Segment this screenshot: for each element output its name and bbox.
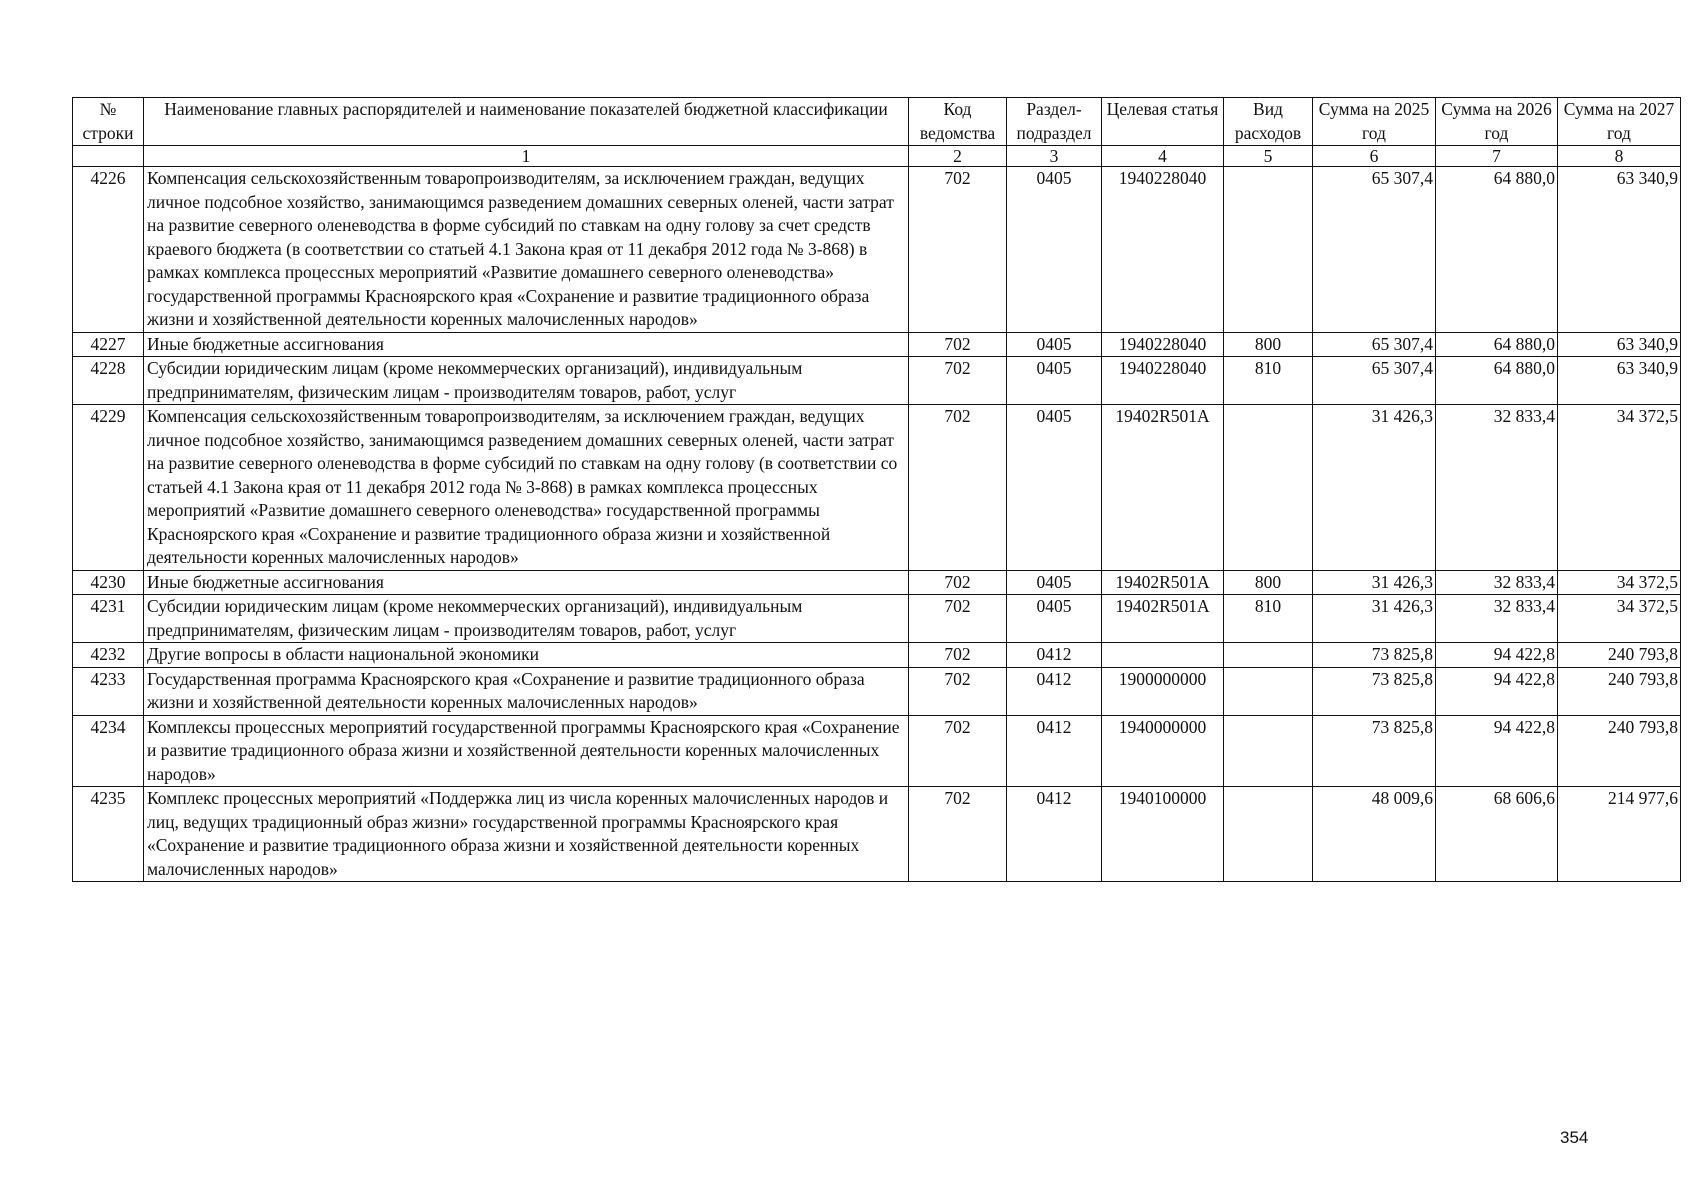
header-sum-2026: Сумма на 2026 год [1436,98,1558,146]
row-number: 4233 [73,667,144,715]
row-target-article: 19402R501A [1102,405,1224,571]
row-target-article: 1940228040 [1102,332,1224,357]
row-dept-code: 702 [909,357,1007,405]
row-expense-kind: 810 [1224,357,1313,405]
row-sum-2025: 48 009,6 [1313,787,1436,882]
table-row [73,715,1681,787]
row-sum-2026: 94 422,8 [1436,667,1558,715]
table-row [73,643,1681,668]
row-name: Государственная программа Красноярского края «Сохранение и развитие традиционного образа жизни и хозяйственной деятельности коренных малочисленных народов» [144,667,909,715]
row-number: 4226 [73,167,144,333]
row-target-article [1102,643,1224,668]
column-number [73,146,144,167]
budget-table [72,97,1681,882]
row-number: 4229 [73,405,144,571]
row-sum-2025: 73 825,8 [1313,643,1436,668]
table-header [73,98,1681,167]
row-sum-2027: 63 340,9 [1558,332,1681,357]
header-row [73,98,1681,146]
table-row [73,167,1681,333]
row-sum-2027: 214 977,6 [1558,787,1681,882]
row-sum-2027: 34 372,5 [1558,570,1681,595]
header-sum-2027: Сумма на 2027 год [1558,98,1681,146]
row-section: 0412 [1007,667,1102,715]
row-number: 4232 [73,643,144,668]
row-target-article: 1940000000 [1102,715,1224,787]
column-number: 4 [1102,146,1224,167]
row-sum-2027: 34 372,5 [1558,405,1681,571]
row-dept-code: 702 [909,570,1007,595]
row-number: 4231 [73,595,144,643]
row-sum-2026: 64 880,0 [1436,167,1558,333]
row-expense-kind: 800 [1224,332,1313,357]
row-sum-2025: 73 825,8 [1313,715,1436,787]
row-dept-code: 702 [909,332,1007,357]
row-expense-kind [1224,405,1313,571]
header-dept-code: Код ведомства [909,98,1007,146]
row-number: 4235 [73,787,144,882]
row-name: Компенсация сельскохозяйственным товаропроизводителям, за исключением граждан, ведущих личное подсобное хозяйство, занимающимся разведением домашних северных оленей, части затрат на развитие северного оленеводства в форме субсидий по ставкам на одну голову за счет средств краевого бюджета (в соответствии со статьей 4.1 Закона края от 11 декабря 2012 года № 3-868) в рамках комплекса процессных мероприятий «Развитие домашнего северного оленеводства» государственной программы Красноярского края «Сохранение и развитие традиционного образа жизни и хозяйственной деятельности коренных малочисленных народов» [144,167,909,333]
column-number: 2 [909,146,1007,167]
row-name: Другие вопросы в области национальной экономики [144,643,909,668]
row-target-article: 19402R501A [1102,595,1224,643]
row-sum-2027: 240 793,8 [1558,643,1681,668]
row-sum-2025: 73 825,8 [1313,667,1436,715]
column-number: 1 [144,146,909,167]
row-section: 0412 [1007,643,1102,668]
page-number: 354 [1560,1128,1589,1147]
header-target-article: Целевая статья [1102,98,1224,146]
row-section: 0412 [1007,715,1102,787]
row-dept-code: 702 [909,405,1007,571]
row-expense-kind [1224,667,1313,715]
table-row [73,595,1681,643]
row-sum-2026: 94 422,8 [1436,643,1558,668]
row-section: 0405 [1007,405,1102,571]
row-section: 0405 [1007,332,1102,357]
row-dept-code: 702 [909,167,1007,333]
table-row [73,667,1681,715]
row-number: 4227 [73,332,144,357]
row-sum-2026: 94 422,8 [1436,715,1558,787]
column-number: 7 [1436,146,1558,167]
row-sum-2027: 240 793,8 [1558,667,1681,715]
row-number: 4230 [73,570,144,595]
column-number: 3 [1007,146,1102,167]
row-expense-kind [1224,787,1313,882]
row-name: Комплекс процессных мероприятий «Поддержка лиц из числа коренных малочисленных народов и лиц, ведущих традиционный образ жизни» государственной программы Красноярского края «Сохранение и развитие традиционного образа жизни и хозяйственной деятельности коренных малочисленных народов» [144,787,909,882]
row-expense-kind [1224,715,1313,787]
row-sum-2026: 32 833,4 [1436,595,1558,643]
row-name: Субсидии юридическим лицам (кроме некоммерческих организаций), индивидуальным предпринимателям, физическим лицам - производителям товаров, работ, услуг [144,357,909,405]
row-name: Субсидии юридическим лицам (кроме некоммерческих организаций), индивидуальным предпринимателям, физическим лицам - производителям товаров, работ, услуг [144,595,909,643]
header-name: Наименование главных распорядителей и наименование показателей бюджетной классификации [144,98,909,146]
row-expense-kind [1224,643,1313,668]
row-name: Комплексы процессных мероприятий государственной программы Красноярского края «Сохранение и развитие традиционного образа жизни и хозяйственной деятельности коренных малочисленных народов» [144,715,909,787]
row-sum-2027: 240 793,8 [1558,715,1681,787]
header-row-number: № строки [73,98,144,146]
row-sum-2025: 31 426,3 [1313,595,1436,643]
row-name: Иные бюджетные ассигнования [144,570,909,595]
table-row [73,570,1681,595]
header-section: Раздел-подраздел [1007,98,1102,146]
table-row [73,787,1681,882]
row-section: 0405 [1007,595,1102,643]
row-sum-2026: 32 833,4 [1436,570,1558,595]
row-dept-code: 702 [909,667,1007,715]
row-expense-kind: 800 [1224,570,1313,595]
row-sum-2025: 65 307,4 [1313,167,1436,333]
row-dept-code: 702 [909,787,1007,882]
row-sum-2026: 64 880,0 [1436,332,1558,357]
table-row [73,332,1681,357]
column-number: 8 [1558,146,1681,167]
row-section: 0405 [1007,570,1102,595]
row-target-article: 19402R501A [1102,570,1224,595]
table-row [73,405,1681,571]
row-expense-kind [1224,167,1313,333]
header-sum-2025: Сумма на 2025 год [1313,98,1436,146]
table-row [73,357,1681,405]
row-dept-code: 702 [909,715,1007,787]
row-expense-kind: 810 [1224,595,1313,643]
row-sum-2026: 32 833,4 [1436,405,1558,571]
row-dept-code: 702 [909,595,1007,643]
row-dept-code: 702 [909,643,1007,668]
row-target-article: 1940228040 [1102,167,1224,333]
row-target-article: 1940228040 [1102,357,1224,405]
row-sum-2025: 65 307,4 [1313,357,1436,405]
row-sum-2027: 34 372,5 [1558,595,1681,643]
row-section: 0405 [1007,167,1102,333]
row-sum-2025: 31 426,3 [1313,570,1436,595]
row-sum-2027: 63 340,9 [1558,167,1681,333]
table-body [73,167,1681,882]
row-name: Иные бюджетные ассигнования [144,332,909,357]
row-sum-2026: 64 880,0 [1436,357,1558,405]
row-sum-2026: 68 606,6 [1436,787,1558,882]
row-target-article: 1900000000 [1102,667,1224,715]
column-number: 6 [1313,146,1436,167]
header-expense-kind: Вид расходов [1224,98,1313,146]
column-number: 5 [1224,146,1313,167]
row-section: 0412 [1007,787,1102,882]
row-number: 4228 [73,357,144,405]
row-number: 4234 [73,715,144,787]
row-sum-2027: 63 340,9 [1558,357,1681,405]
row-sum-2025: 31 426,3 [1313,405,1436,571]
row-target-article: 1940100000 [1102,787,1224,882]
row-section: 0405 [1007,357,1102,405]
row-name: Компенсация сельскохозяйственным товаропроизводителям, за исключением граждан, ведущих личное подсобное хозяйство, занимающимся разведением домашних северных оленей, части затрат на развитие северного оленеводства в форме субсидий по ставкам на одну голову (в соответствии со статьей 4.1 Закона края от 11 декабря 2012 года № 3-868) в рамках комплекса процессных мероприятий «Развитие домашнего северного оленеводства» государственной программы Красноярского края «Сохранение и развитие традиционного образа жизни и хозяйственной деятельности коренных малочисленных народов» [144,405,909,571]
row-sum-2025: 65 307,4 [1313,332,1436,357]
column-number-row [73,146,1681,167]
